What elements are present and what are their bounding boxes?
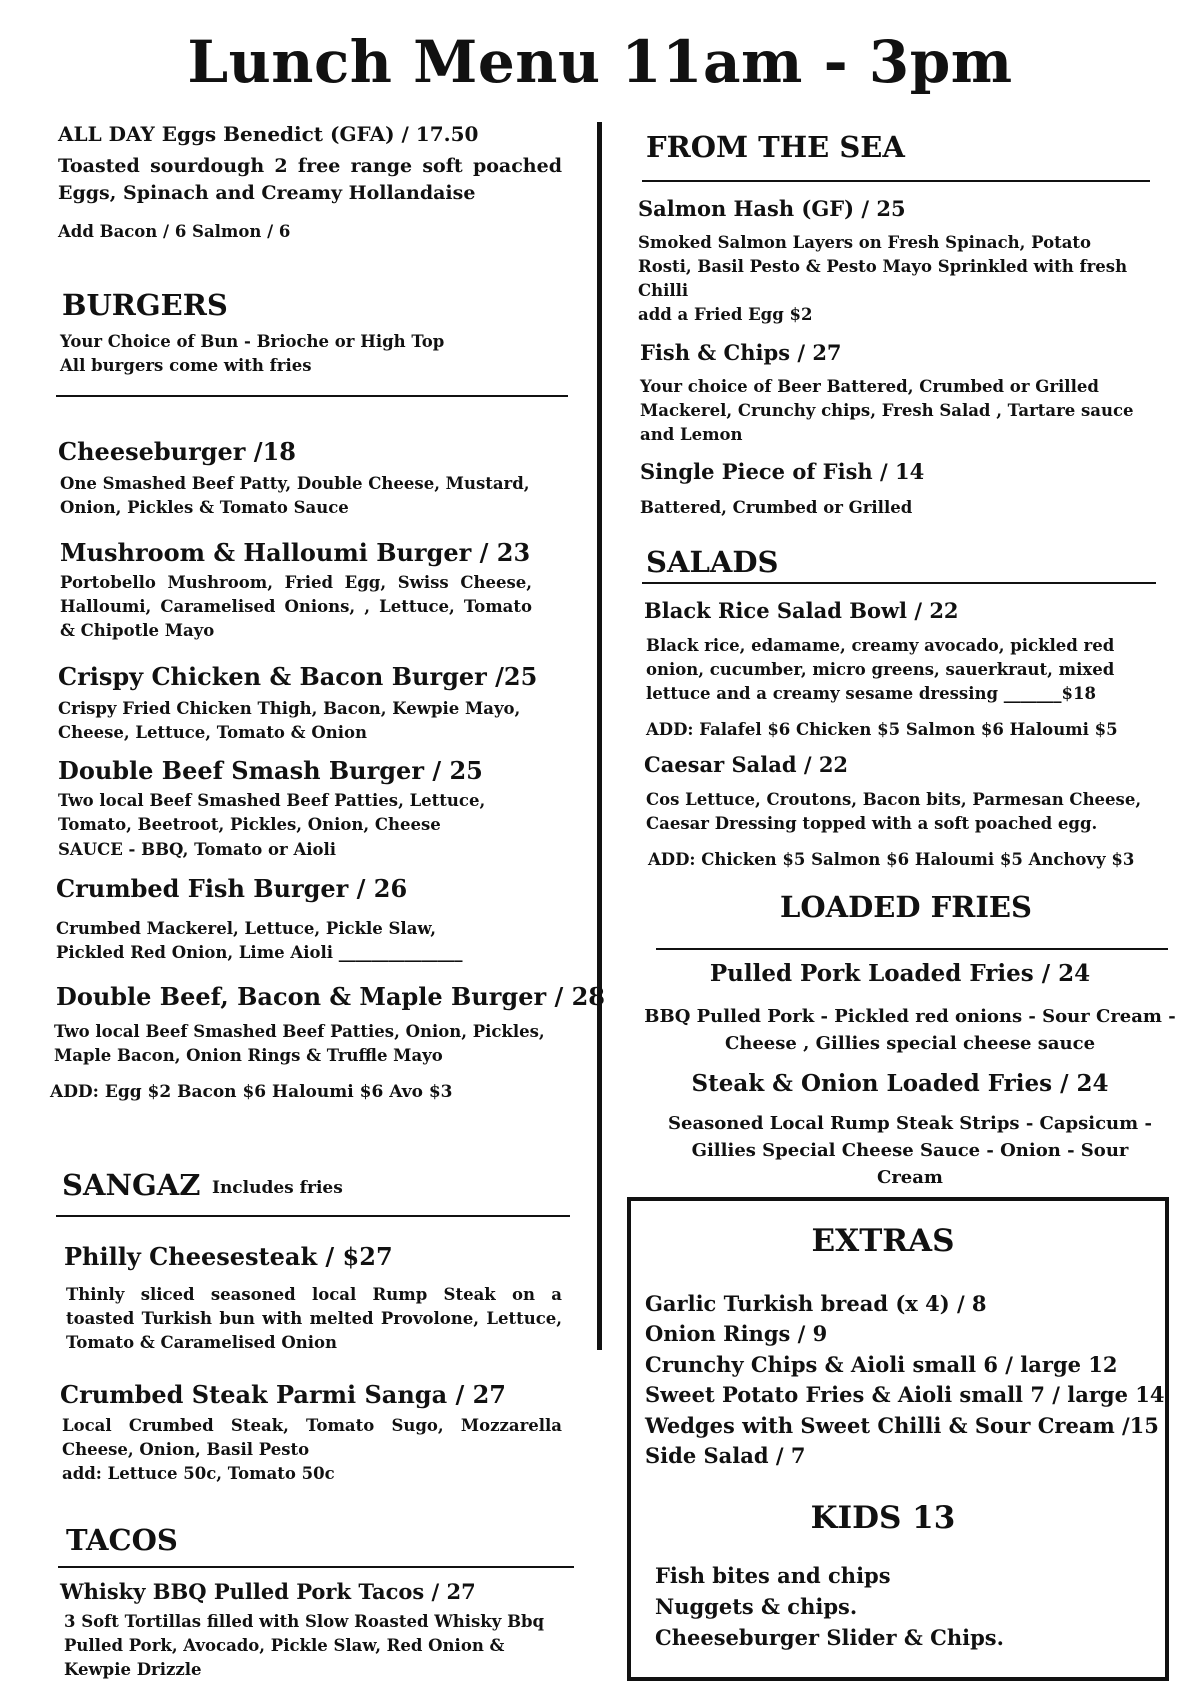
menu-item-name: Crumbed Fish Burger / 26 [56,874,408,903]
menu-item-name: Salmon Hash (GF) / 25 [638,196,906,221]
extras-item: Crunchy Chips & Aioli small 6 / large 12 [645,1352,1118,1377]
kids-item: Fish bites and chips [655,1563,891,1588]
burgers-note-fries: All burgers come with fries [60,356,312,375]
menu-item-desc: BBQ Pulled Pork - Pickled red onions - Sour Cream - Cheese , Gillies special cheese sauce [644,1006,1176,1054]
sangaz-heading: SANGAZ [62,1168,201,1202]
menu-item-desc: Two local Beef Smashed Beef Patties, Lettuce, Tomato, Beetroot, Pickles, Onion, Cheese [58,791,486,834]
menu-item-desc: 3 Soft Tortillas filled with Slow Roasted Whisky Bbq Pulled Pork, Avocado, Pickle Slaw, Red Onion & Kewpie Drizzle [64,1612,545,1679]
menu-item-desc: Smoked Salmon Layers on Fresh Spinach, Potato Rosti, Basil Pesto & Pesto Mayo Sprinkled with fresh Chilli [638,233,1128,300]
menu-item-add: add: Lettuce 50c, Tomato 50c [62,1464,335,1483]
menu-item-desc: Black rice, edamame, creamy avocado, pickled red onion, cucumber, micro greens, sauerkraut, mixed lettuce and a creamy sesame dressing _______$18 [646,636,1115,703]
sea-divider [642,180,1150,182]
menu-item-desc: Crispy Fried Chicken Thigh, Bacon, Kewpie Mayo, Cheese, Lettuce, Tomato & Onion [58,699,521,742]
menu-item-name: Fish & Chips / 27 [640,340,842,365]
menu-item-desc: Pickled Red Onion, Lime Aioli _______________ [56,943,463,962]
kids-item: Cheeseburger Slider & Chips. [655,1625,1004,1650]
menu-item-name: Philly Cheesesteak / $27 [64,1242,393,1271]
tacos-heading: TACOS [66,1523,178,1557]
menu-item-desc: Local Crumbed Steak, Tomato Sugo, Mozzarella Cheese, Onion, Basil Pesto [62,1416,562,1459]
menu-item-name: Crispy Chicken & Bacon Burger /25 [58,662,538,691]
burgers-heading: BURGERS [62,288,228,322]
menu-item-name: Caesar Salad / 22 [644,752,849,777]
salads-divider [642,582,1156,584]
extras-item: Garlic Turkish bread (x 4) / 8 [645,1291,987,1316]
extras-item: Side Salad / 7 [645,1443,806,1468]
menu-item-name: Mushroom & Halloumi Burger / 23 [60,538,531,567]
menu-item-name: Black Rice Salad Bowl / 22 [644,598,959,623]
menu-item-name: Double Beef Smash Burger / 25 [58,756,483,785]
menu-item-add: add a Fried Egg $2 [638,305,813,324]
menu-item-sauce: SAUCE - BBQ, Tomato or Aioli [58,840,337,859]
menu-item-desc: Crumbed Mackerel, Lettuce, Pickle Slaw, [56,919,436,938]
sangaz-note: Includes fries [212,1178,343,1198]
from-the-sea-heading: FROM THE SEA [646,130,905,164]
eggs-benedict-name: ALL DAY Eggs Benedict (GFA) / 17.50 [58,122,479,146]
menu-item-name: Cheeseburger /18 [58,437,296,466]
menu-item-name: Whisky BBQ Pulled Pork Tacos / 27 [60,1579,476,1604]
kids-item: Nuggets & chips. [655,1594,858,1619]
burgers-note-bun: Your Choice of Bun - Brioche or High Top [60,332,445,351]
menu-item-desc: Thinly sliced seasoned local Rump Steak on a toasted Turkish bun with melted Provolone, Lettuce, Tomato & Caramelised Onion [66,1285,562,1352]
burgers-divider [56,395,568,397]
menu-item-name: Single Piece of Fish / 14 [640,459,925,484]
salads-heading: SALADS [646,545,779,579]
menu-item-name: Double Beef, Bacon & Maple Burger / 28 [56,982,605,1011]
extras-item: Sweet Potato Fries & Aioli small 7 / large 14 [645,1382,1165,1407]
sangaz-divider [56,1215,570,1217]
eggs-benedict-add: Add Bacon / 6 Salmon / 6 [58,222,291,241]
loaded-fries-divider [656,948,1168,950]
menu-item-name: Crumbed Steak Parmi Sanga / 27 [60,1380,507,1409]
tacos-divider [58,1566,574,1568]
loaded-fries-heading: LOADED FRIES [780,890,1032,924]
menu-item-name: Steak & Onion Loaded Fries / 24 [691,1070,1109,1097]
menu-item-desc: Portobello Mushroom, Fried Egg, Swiss Cheese, Halloumi, Caramelised Onions, , Lettuce, Tomato & Chipotle Mayo [60,573,532,640]
menu-item-desc: Your choice of Beer Battered, Crumbed or Grilled Mackerel, Crunchy chips, Fresh Salad , Tartare sauce and Lemon [640,377,1134,444]
menu-item-name: Pulled Pork Loaded Fries / 24 [709,960,1091,987]
kids-heading: KIDS 13 [810,1500,956,1536]
extras-item: Wedges with Sweet Chilli & Sour Cream /15 [645,1413,1159,1438]
eggs-benedict-desc: Toasted sourdough 2 free range soft poached Eggs, Spinach and Creamy Hollandaise [58,155,562,204]
burgers-add-ons: ADD: Egg $2 Bacon $6 Haloumi $6 Avo $3 [50,1082,453,1102]
menu-item-desc: Battered, Crumbed or Grilled [640,498,913,517]
menu-item-desc: Seasoned Local Rump Steak Strips - Capsicum - Gillies Special Cheese Sauce - Onion - Sour Cream [668,1113,1152,1188]
menu-item-add: ADD: Chicken $5 Salmon $6 Haloumi $5 Anchovy $3 [648,850,1135,869]
menu-item-add: ADD: Falafel $6 Chicken $5 Salmon $6 Haloumi $5 [646,720,1118,739]
column-divider [597,122,602,1350]
page-title: Lunch Menu 11am - 3pm [187,28,1013,96]
menu-item-desc: One Smashed Beef Patty, Double Cheese, Mustard, Onion, Pickles & Tomato Sauce [60,474,530,517]
menu-item-desc: Cos Lettuce, Croutons, Bacon bits, Parmesan Cheese, Caesar Dressing topped with a soft poached egg. [646,790,1142,833]
extras-heading: EXTRAS [811,1223,955,1259]
menu-item-desc: Two local Beef Smashed Beef Patties, Onion, Pickles, Maple Bacon, Onion Rings & Truffle Mayo [54,1022,545,1065]
extras-item: Onion Rings / 9 [645,1321,828,1346]
